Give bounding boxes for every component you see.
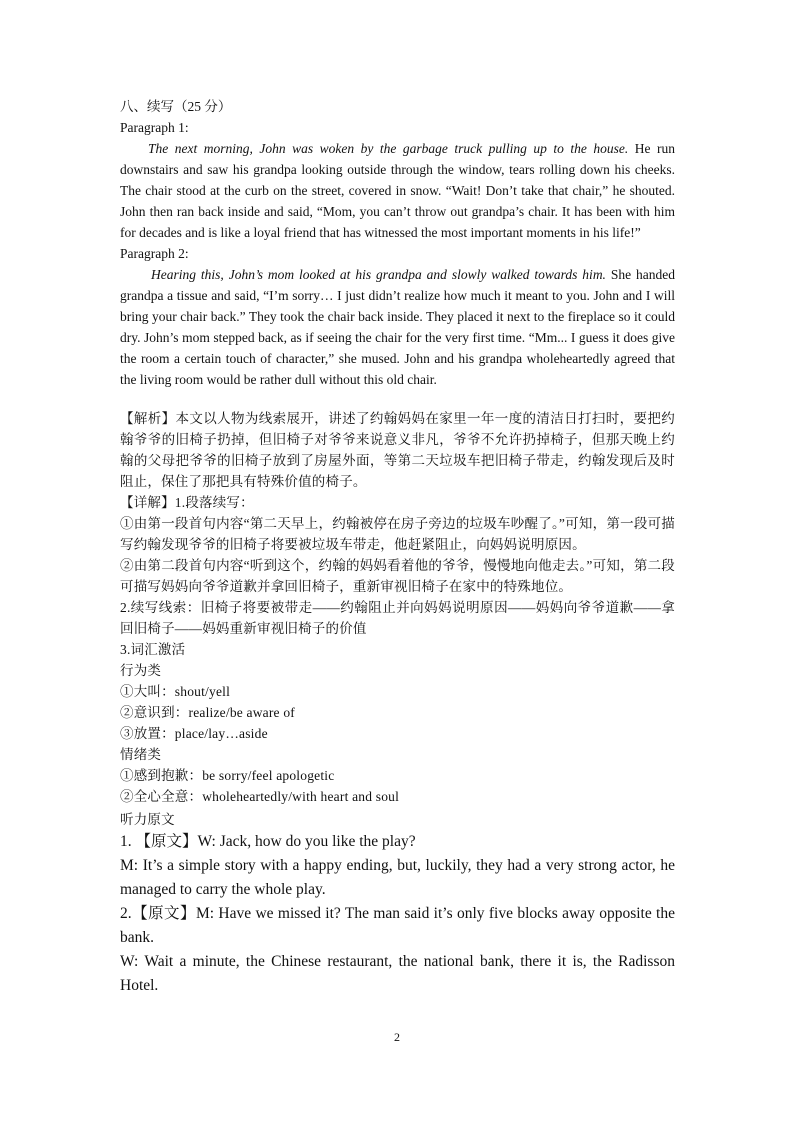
listening-line: W: Wait a minute, the Chinese restaurant, the national bank, there it is, the Radisson Hotel. [120, 953, 675, 994]
listening-line: 2.【原文】M: Have we missed it? The man said it’s only five blocks away opposite the bank. [120, 905, 675, 946]
paragraph1 [120, 138, 675, 243]
paragraph2-body: She handed grandpa a tissue and said, “I’m sorry… I just didn’t realize how much it meant to you. John and I will bring your chair back.” They took the chair back inside. They placed it next to the fireplace so it could dry. John’s mom stepped back, as if seeing the chair for the very first time. “Mm... I guess it does give the room a certain touch of character,” she mused. John and his grandpa wholeheartedly agreed that the living room would be rather dull without this old chair. [120, 267, 675, 387]
continuation-clue: 2.续写线索：旧椅子将要被带走——约翰阻止并向妈妈说明原因——妈妈向爷爷道歉——拿回旧椅子——妈妈重新审视旧椅子的价值 [120, 600, 675, 636]
emotion-item: ②全心全意：wholeheartedly/with heart and soul [120, 789, 400, 804]
emotion-item: ①感到抱歉：be sorry/feel apologetic [120, 768, 335, 783]
page-number: 2 [394, 1030, 400, 1044]
listening-line: M: It’s a simple story with a happy ending, but, luckily, they had a very strong actor, he managed to carry the whole play. [120, 857, 675, 898]
detail-point-2: ②由第二段首句内容“听到这个，约翰的妈妈看着他的爷爷，慢慢地向他走去。”可知，第二段可描写妈妈向爷爷道歉并拿回旧椅子，重新审视旧椅子在家中的特殊地位。 [120, 558, 675, 594]
paragraph2-lead: Hearing this, John’s mom looked at his grandpa and slowly walked towards him. [151, 267, 606, 282]
spacer [120, 390, 675, 408]
paragraph2 [120, 264, 675, 390]
analysis-text: 【解析】本文以人物为线索展开，讲述了约翰妈妈在家里一年一度的清洁日打扫时，要把约翰爷爷的旧椅子扔掉，但旧椅子对爷爷来说意义非凡，爷爷不允许扔掉椅子，但那天晚上约翰的父母把爷爷的旧椅子放到了房屋外面，等第二天垃圾车把旧椅子带走，约翰发现后及时阻止，保住了那把具有特殊价值的椅子。 [120, 411, 675, 489]
paragraph1-label: Paragraph 1: [120, 120, 189, 135]
action-item: ③放置：place/lay…aside [120, 726, 268, 741]
document-page [120, 96, 675, 998]
detail-point-1: ①由第一段首句内容“第二天早上，约翰被停在房子旁边的垃圾车吵醒了。”可知，第一段可描写约翰发现爷爷的旧椅子将要被垃圾车带走，他赶紧阻止，向妈妈说明原因。 [120, 516, 675, 552]
emotion-heading: 情绪类 [120, 747, 162, 762]
action-item: ②意识到：realize/be aware of [120, 705, 295, 720]
action-item: ①大叫：shout/yell [120, 684, 231, 699]
listening-heading: 听力原文 [120, 812, 175, 827]
detail-heading: 【详解】1.段落续写： [120, 495, 254, 510]
action-heading: 行为类 [120, 663, 162, 678]
paragraph1-lead: The next morning, John was woken by the garbage truck pulling up to the house. [148, 141, 629, 156]
vocab-heading: 3.词汇激活 [120, 642, 186, 657]
paragraph2-label: Paragraph 2: [120, 246, 189, 261]
section-title: 八、续写（25 分） [120, 99, 232, 114]
paragraph1-body: He run downstairs and saw his grandpa looking outside through the window, tears rolling down his cheeks. The chair stood at the curb on the street, covered in snow. “Wait! Don’t take that chair,” he shouted. John then ran back inside and said, “Mom, you can’t throw out grandpa’s chair. It has been with him for decades and is like a loyal friend that has witnessed the most important moments in his life!” [120, 141, 675, 240]
listening-line: 1. 【原文】W: Jack, how do you like the play? [120, 833, 416, 850]
